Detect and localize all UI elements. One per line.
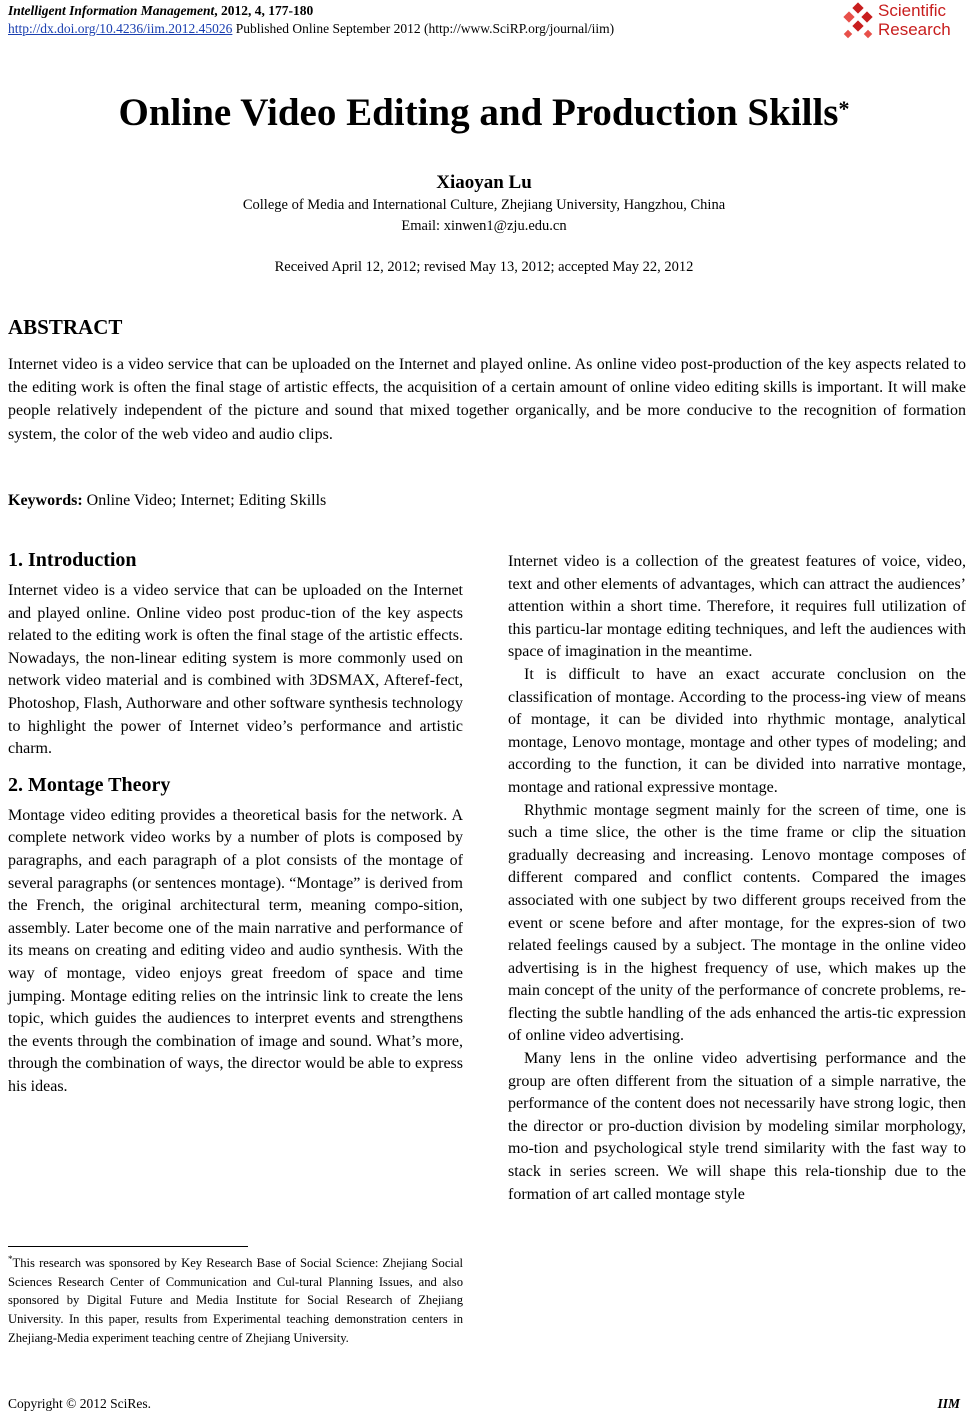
published-line: Published Online September 2012 (http://www.SciRP.org/journal/iim) [232, 21, 615, 36]
section-1-paragraph: Internet video is a video service that can be uploaded on the Internet and played online. Online video post produc-tion of the key aspects related to the editing work is often the final stage of the artistic effects. Nowadays, the non-linear editing system is more commonly used on network video material and is combined with 3DSMAX, Afteref-fect, Photoshop, Flash, Authorware and other software synthesis technology to highlight the power of Internet video’s performance and artistic charm. [8, 582, 463, 758]
doi-link[interactable]: http://dx.doi.org/10.4236/iim.2012.45026 [8, 21, 233, 36]
section-2-heading: 2. Montage Theory [8, 773, 171, 796]
journal-header [8, 2, 614, 38]
journal-citation: , 2012, 4, 177-180 [214, 3, 314, 18]
abstract-heading: ABSTRACT [8, 315, 123, 339]
left-column [8, 546, 463, 1098]
copyright: Copyright © 2012 SciRes. [8, 1396, 152, 1411]
journal-name: Intelligent Information Management [8, 3, 215, 18]
title-footnote-mark: * [838, 96, 850, 121]
logo-mark-icon [840, 2, 876, 42]
paper-title [0, 88, 968, 138]
keywords [8, 492, 326, 510]
footnote-mark: * [8, 1254, 13, 1264]
section-1-heading: 1. Introduction [8, 549, 137, 571]
right-paragraph-3: Rhythmic montage segment mainly for the screen of time, one is such a time slice, the other is the time frame or clip the situation gradually decreasing and increasing. Lenovo montage composes of different compared and conflict contents. Compared the images associated with one subject by two different groups received from the event or scene before and after montage, for the expres-sion of two related feelings caused by a subject. The montage in the online video advertising is in the highest frequency of use, which makes up the main concept of the unity of the performance of concrete problems, re-flecting the subtle handling of the ads enhanced the artis-tic expression of online video advertising. [508, 801, 966, 1045]
logo-line2: Research [878, 20, 951, 39]
right-paragraph-1: Internet video is a collection of the greatest features of voice, video, text and other elements of advantages, which can attract the audiences’ attention within a short time. Therefore, it requires full utilization of this particu-lar montage editing techniques, and left the audiences with space of imagination in the meantime. [508, 553, 966, 661]
right-paragraph-4: Many lens in the online video advertising performance and the group are often different from the situation of a simple narrative, the performance of the content does not necessarily have strong logic, then the director or pro-duction division by modeling similar morphology, mo-tion and psychological style trend similarity with the fast way to stack in series screen. We will shape this rela-tionship due to the formation of art called montage style [508, 1050, 966, 1203]
footnote [8, 1250, 463, 1347]
footnote-text: This research was sponsored by Key Research Base of Social Science: Zhejiang Social Sciences Research Center of Communication and Cul-tural Planning Issues, and also sponsored by Digital Future and Media Institute for Social Research of Zhejiang University. In this paper, results from Experimental teaching demonstration centers in Zhejiang-Media experiment teaching centre of Zhejiang University. [8, 1256, 463, 1345]
section-2-paragraph: Montage video editing provides a theoretical basis for the network. A complete network video works by a number of plots is composed by paragraphs, and each paragraph of a plot consists of the montage of several paragraphs (or sentences montage). “Montage” is derived from the French, the original architectural term, meaning compo-sition, assembly. Later become one of the main narrative and performance of its means on creating and editing video and audio synthesis. With the way of montage, video enjoys great freedom of space and time jumping. Montage editing relies on the intrinsic link to create the lens topic, which guides the audiences to interpret events and strengthens the events through the combination of image and sound. What’s more, through the combination of ways, the director would be able to express his ideas. [8, 806, 463, 1095]
title-text: Online Video Editing and Production Skills [118, 91, 839, 134]
footnote-divider [8, 1246, 248, 1247]
email: Email: xinwen1@zju.edu.cn [401, 218, 567, 234]
keywords-label: Keywords: [8, 492, 83, 509]
affiliation: College of Media and International Culture, Zhejiang University, Hangzhou, China [242, 197, 726, 213]
right-paragraph-2: It is difficult to have an exact accurate conclusion on the classification of montage. According to the process-ing view of means of montage, it can be divided into rhythmic montage, analytical montage, Lenovo montage, montage and other types of modeling; and according to the function, it can be divided into narrative montage, montage and rational expressive montage. [508, 665, 966, 796]
received-dates: Received April 12, 2012; revised May 13, 2012; accepted May 22, 2012 [274, 259, 694, 275]
logo-line1: Scientific [878, 1, 947, 20]
right-column [508, 551, 966, 1206]
abstract-text: Internet video is a video service that can be uploaded on the Internet and played online. As online video post-production of the key aspects related to the editing work is often the final stage of artistic effects, the acquisition of a certain amount of online video editing skills is important. It will make people relatively independent of the picture and sound that mixed together organically, and be more conducive to the recognition of formation system, the color of the web video and audio clips. [8, 356, 966, 443]
keywords-text: Online Video; Internet; Editing Skills [82, 492, 327, 509]
journal-abbreviation: IIM [937, 1396, 960, 1411]
author-name: Xiaoyan Lu [436, 172, 532, 193]
scientific-research-logo [840, 0, 962, 44]
